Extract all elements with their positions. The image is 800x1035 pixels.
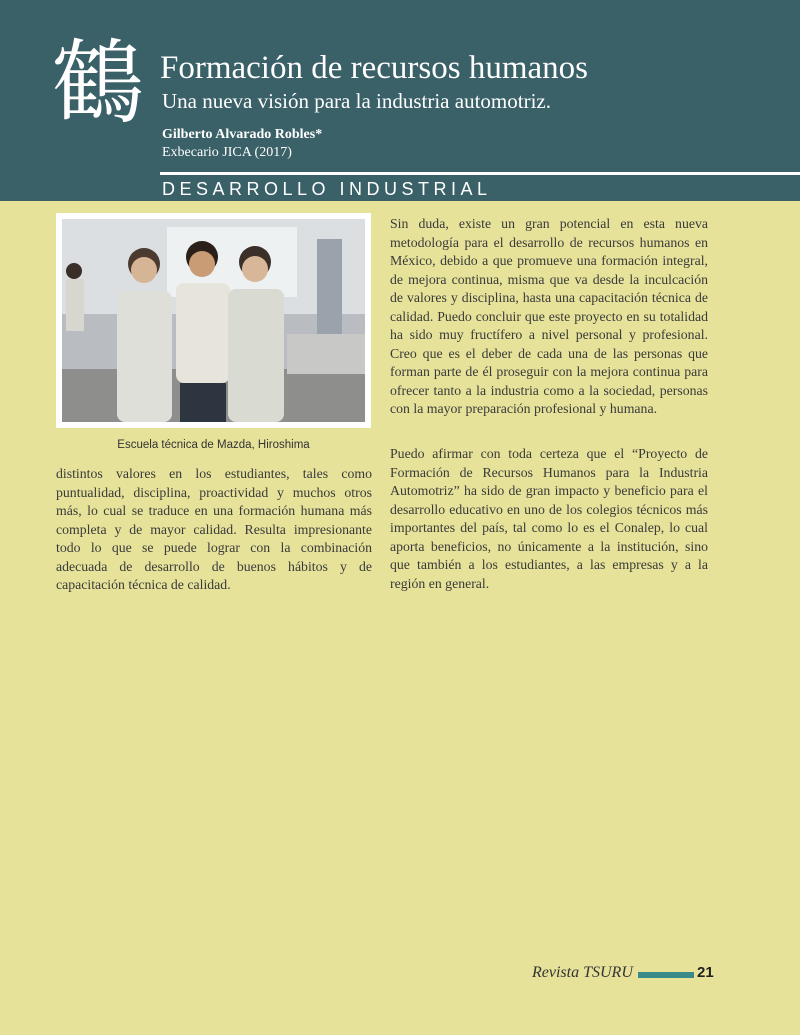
author-role: Exbecario JICA (2017)	[162, 145, 292, 160]
page-number: 21	[697, 964, 714, 981]
article-title: Formación de recursos humanos	[160, 50, 588, 86]
left-column-paragraph: distintos valores en los estudiantes, tales como puntualidad, disciplina, proactividad y muchos otros más, lo cual se traduce en una formación humana más completa y de mayor calidad. Resulta impresionante todo lo que se puede lograr con la combinación adecuada de desarrollo de buenos hábitos y de capacitación técnica de calidad.	[56, 466, 372, 592]
section-label: DESARROLLO INDUSTRIAL	[162, 179, 492, 199]
right-column-paragraph-1: Sin duda, existe un gran potencial en esta nueva metodología para el desarrollo de recursos humanos en México, debido a que promueve una formación integral, de mejora continua, misma que va desde la inculcación de valores y disciplina, hasta una capacitación técnica de calidad. Puedo concluir que este proyecto en su totalidad ha sido muy fructífero a nivel personal y profesional. Creo que es el deber de cada una de las personas que forman parte de él proseguir con la mejora continua para ofrecer tanto a la industria como a la sociedad, personas con la mayor preparación profesional y humana.	[390, 216, 708, 416]
kanji-logo: 鶴	[52, 30, 145, 137]
author-name: Gilberto Alvarado Robles*	[162, 127, 323, 142]
right-column-paragraph-2: Puedo afirmar con toda certeza que el “Proyecto de Formación de Recursos Humanos para la Industria Automotriz” ha sido de gran impacto y beneficio para el desarrollo educativo en uno de los colegios técnicos más importantes del país, tal como lo es el Conalep, lo cual aporta beneficios, no únicamente a la institución, sino que también a los estudiantes, a las empresas y a la región en general.	[390, 446, 708, 591]
photo-caption: Escuela técnica de Mazda, Hiroshima	[117, 439, 310, 451]
group-photo	[62, 219, 365, 422]
footer-accent-bar	[638, 972, 694, 978]
photo-frame	[56, 213, 371, 428]
header-divider	[160, 172, 800, 175]
footer-magazine-name: Revista TSURU	[532, 964, 633, 981]
article-subtitle: Una nueva visión para la industria automotriz.	[162, 89, 551, 113]
